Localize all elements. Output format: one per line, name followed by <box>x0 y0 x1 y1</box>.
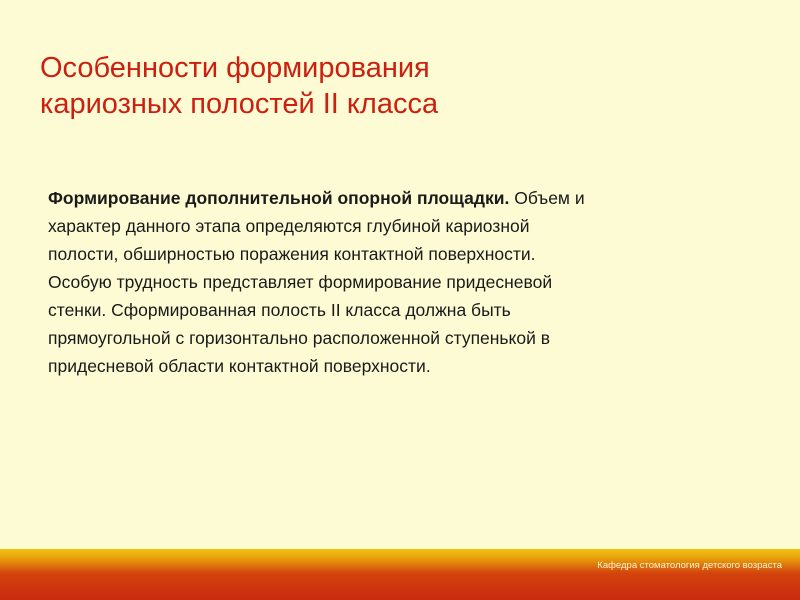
body-line-7: придесневой области контактной поверхности. <box>48 356 431 376</box>
body-line-2: характер данного этапа определяются глубиной кариозной <box>48 216 530 236</box>
body-bold-lead: Формирование дополнительной опорной площадки. <box>48 188 510 208</box>
body-line-1-rest: Объем и <box>509 188 585 208</box>
body-line-4: Особую трудность представляет формирование придесневой <box>48 272 553 292</box>
body-line-1 <box>48 184 748 212</box>
body-line-6: прямоугольной с горизонтально расположенной ступенькой в <box>48 328 551 348</box>
body-line-5: стенки. Сформированная полость II класса должна быть <box>48 300 511 320</box>
slide-title-line-1: Особенности формирования <box>40 52 430 84</box>
slide-title-line-2: кариозных полостей II класса <box>40 88 439 120</box>
footer-bar <box>0 549 800 600</box>
body-line-3: полости, обширностью поражения контактной поверхности. <box>48 244 536 264</box>
footer-department-label: Кафедра стоматология детского возраста <box>597 560 782 571</box>
slide-body-text <box>48 184 748 380</box>
slide-title <box>40 50 740 122</box>
